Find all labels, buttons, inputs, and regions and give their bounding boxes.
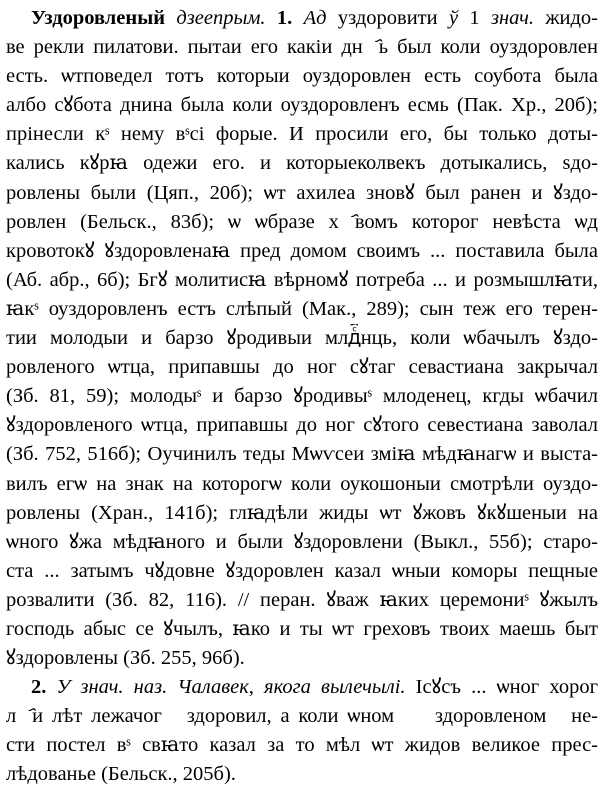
entry-line [6,673,598,702]
text-run: ровлены (Хран., 141б); глꙗдѣли жиды ѡт ꙋжовъ ꙋкꙋшеныи на [6,501,598,524]
entry-line [6,149,598,178]
text-run: розвалити (Зб. 82, 116). // перан. ꙋваж ꙗких церемониˢ ꙋжылъ [6,588,598,611]
entry-line [6,382,598,411]
entry-line [6,528,598,557]
entry-line [6,411,598,440]
entry-line [6,470,598,499]
italic-text: У знач. наз. Чалавек, якога вылечылі. [56,676,406,699]
text-run: ꙗкˢ оуздоровленъ естъ слѣпый (Мак., 289); сын теж его терен- [6,297,598,320]
entry-line [6,179,598,208]
text-run: кались кꙋрꙗ одежи его. и которыеколвекъ дотыкались, ѕдо- [6,152,598,175]
entry-line [6,760,598,789]
text-run [165,7,176,29]
text-run: есть. ѡтповедел тотъ которыи оуздоровлен есть соубота была [6,65,598,88]
bold-text: Уздоровленый [31,7,166,29]
text-run: лⷭ҄и лѣт лежачог ꙋздоровил, а коли ѡномꙋ ꙋздоровленомꙋ не- [6,705,598,728]
italic-text: дзеепрым. [176,7,266,29]
text-run: лѣдованье (Бельск., 205б). [6,763,236,786]
entry-line [6,586,598,615]
text-run: ꙋздоровленого ѡтца, припавшы до ног сꙋтого севестиана заволал [6,414,598,437]
entry-line [6,440,598,469]
entry-line [6,120,598,149]
text-run: жидо- [534,7,598,29]
entry-line [6,4,598,33]
text-run: ѡного ꙋжа мѣдꙗного и были ꙋздоровлени (Выкл., 55б); старо- [6,530,598,553]
entry-line [6,91,598,120]
entry-line [6,353,598,382]
text-run: ровлен (Бельск., 83б); ѡ ѡбразе хⷭ҄вомъ которог невѣста ѡд [6,210,598,233]
entry-line [6,499,598,528]
text-run: албо сꙋбота днина была коли оуздоровленъ есмь (Пак. Хр., 20б); [6,94,598,117]
text-run [292,7,303,29]
entry-line [6,324,598,353]
text-run: (Зб. 752, 516б); Оучинилъ теды Мѡѵсеи зміꙗ мѣдꙗнагѡ и выста- [6,443,598,466]
text-run: ровленого ѡтца, припавшы до ног сꙋтаг севастиана закрычал [6,356,598,379]
entry-line [6,731,598,760]
text-run: (Зб. 81, 59); молодыˢ и барзо ꙋродивыˢ млоденец, кгды ѡбачил [6,385,598,408]
text-run: сти постел вˢ свꙗто казал за то мѣл ѡт жидов великое прес- [6,734,598,757]
entry-line [6,208,598,237]
text-run: 1 [458,7,491,29]
text-run: вилъ егѡ на знак на которогѡ коли оукошоныи смотрѣли оуздо- [6,472,598,495]
bold-text: 1. [276,7,293,29]
dictionary-entry-text [6,4,598,790]
entry-line [6,33,598,62]
bold-text: 2. [31,676,47,699]
text-run: кровотокꙋ ꙋздоровленаꙗ пред домом своимъ ... поставила была [6,239,598,262]
italic-text: ў [448,7,459,29]
entry-line [6,644,598,673]
text-run: Ісꙋсъ ... ѡног хорог [405,676,598,699]
text-run: ста ... затымъ чꙋдовне ꙋздоровлен казал ѡныи коморы пещные [6,559,598,582]
text-run: (Аб. абр., 6б); Бгꙋ молитисꙗ вѣрномꙋ потреба ... и розмышлꙗти, [6,268,598,291]
entry-line [6,237,598,266]
entry-line [6,557,598,586]
text-run [266,7,277,29]
text-run: тии молодыи и барзо ꙋродивыи млдⷭ҄нць, коли ѡбачылъ ꙋздо- [6,327,598,350]
italic-text: Ад [303,7,327,29]
entry-line [6,295,598,324]
entry-line [6,266,598,295]
text-run: ве рекли пилатови. пытаи его какіи днⷭ҄ь был коли оуздоровлен [6,36,598,59]
entry-line [6,62,598,91]
text-run: господь абыс се ꙋчылъ, ꙗко и ты ѡт греховъ твоих маешь быт [6,617,598,640]
italic-text: знач. [490,7,535,29]
text-run: уздоровити [326,7,449,29]
text-run: прінесли кˢ нему вˢсі форые. И просили его, бы только доты- [6,123,598,146]
text-run: ровлены были (Цяп., 20б); ѡт ахилеа зновꙋ был ранен и ꙋздо- [6,181,598,204]
entry-line [6,702,598,731]
text-run [46,676,56,698]
entry-line [6,615,598,644]
text-run: ꙋздоровлены (Зб. 255, 96б). [6,647,245,670]
